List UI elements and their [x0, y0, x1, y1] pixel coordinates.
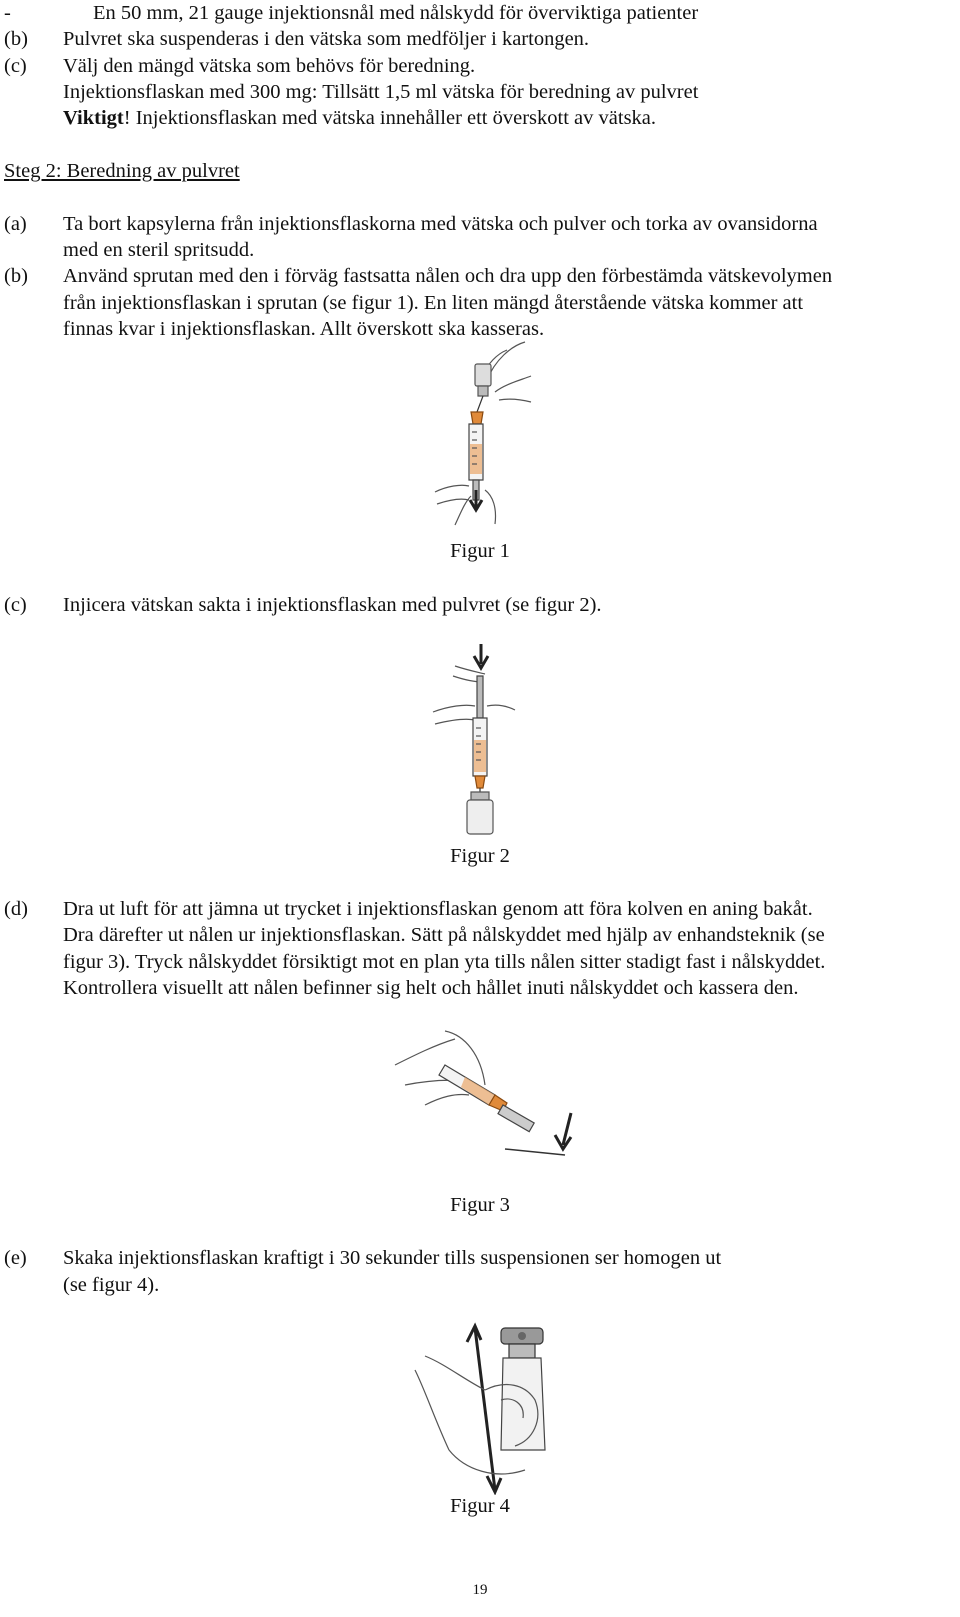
step-a-label: (a) [4, 213, 27, 235]
step-e-label: (e) [4, 1247, 27, 1269]
intro-c-text-2: Injektionsflaskan med 300 mg: Tillsätt 1,5 ml vätska för beredning av pulvret [63, 81, 699, 103]
figure-3-illustration [385, 1025, 585, 1165]
step-d-line-4: Kontrollera visuellt att nålen befinner sig helt och hållet inuti nålskyddet och kassera den. [63, 977, 799, 999]
step-c-label: (c) [4, 594, 27, 616]
intro-c-label: (c) [4, 55, 27, 77]
step-d-line-3: figur 3). Tryck nålskyddet försiktigt mot en plan yta tills nålen sitter stadigt fast i nålskyddet. [63, 951, 826, 973]
step-e-line-1: Skaka injektionsflaskan kraftigt i 30 sekunder tills suspensionen ser homogen ut [63, 1247, 722, 1269]
important-text: ! Injektionsflaskan med vätska innehåller ett överskott av vätska. [123, 107, 657, 129]
figure-4-illustration [405, 1320, 565, 1495]
step-b-line-1: Använd sprutan med den i förväg fastsatta nålen och dra upp den förbestämda vätskevolymen [63, 265, 833, 287]
step-d-line-2: Dra därefter ut nålen ur injektionsflaskan. Sätt på nålskyddet med hjälp av enhandsteknik (se [63, 924, 825, 946]
intro-c-text-1: Välj den mängd vätska som behövs för beredning. [63, 55, 476, 77]
intro-dash: - [4, 2, 11, 24]
figure-2-caption: Figur 2 [450, 845, 510, 867]
figure-1-caption: Figur 1 [450, 540, 510, 562]
figure-4-caption: Figur 4 [450, 1495, 510, 1517]
step-d-line-1: Dra ut luft för att jämna ut trycket i injektionsflaskan genom att föra kolven en aning bakåt. [63, 898, 813, 920]
intro-b-text: Pulvret ska suspenderas i den vätska som medföljer i kartongen. [63, 28, 590, 50]
figure-2-illustration [425, 640, 535, 840]
step-d-label: (d) [4, 898, 28, 920]
step-e-line-2: (se figur 4). [63, 1274, 160, 1296]
section-heading: Steg 2: Beredning av pulvret [4, 160, 240, 182]
intro-b-label: (b) [4, 28, 28, 50]
intro-needle-line: En 50 mm, 21 gauge injektionsnål med nålskydd för överviktiga patienter [93, 2, 699, 24]
step-c-line-1: Injicera vätskan sakta i injektionsflaskan med pulvret (se figur 2). [63, 594, 602, 616]
step-b-label: (b) [4, 265, 28, 287]
intro-c-important-line [63, 105, 656, 132]
step-a-line-2: med en steril spritsudd. [63, 239, 255, 261]
figure-3-caption: Figur 3 [450, 1194, 510, 1216]
step-a-line-1: Ta bort kapsylerna från injektionsflaskorna med vätska och pulver och torka av ovansidorna [63, 213, 818, 235]
important-label: Viktigt [63, 107, 124, 129]
page-number: 19 [472, 1582, 488, 1598]
step-b-line-2: från injektionsflaskan i sprutan (se figur 1). En liten mängd återstående vätska kommer att [63, 292, 804, 314]
step-b-line-3: finnas kvar i injektionsflaskan. Allt överskott ska kasseras. [63, 318, 545, 340]
figure-1-illustration [425, 340, 535, 530]
